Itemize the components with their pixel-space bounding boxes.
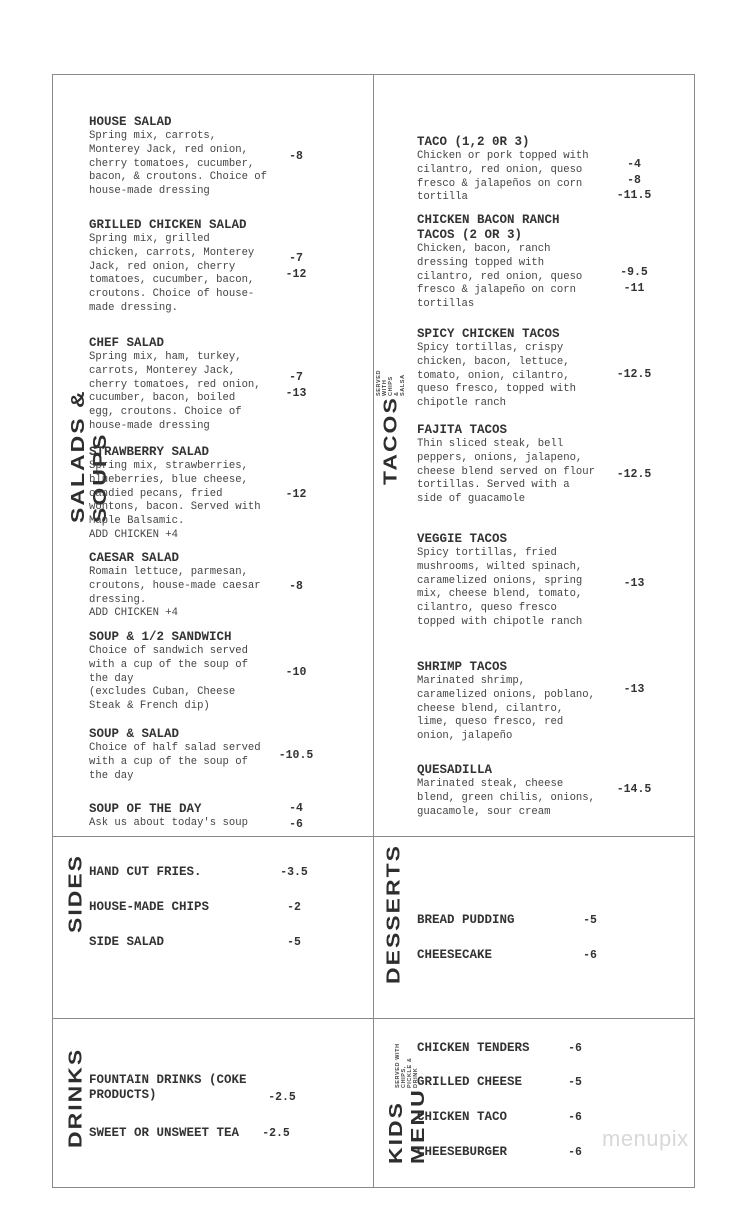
menu-item: [417, 1145, 507, 1160]
price: -3.5: [280, 866, 308, 879]
price: -12.5: [616, 368, 652, 381]
section-heading: TACOS: [379, 396, 402, 485]
price: -11.5: [616, 189, 652, 202]
price: -5: [583, 914, 597, 927]
menu-item: [89, 445, 261, 543]
item-prices: [274, 935, 314, 951]
menu-item: [89, 802, 248, 831]
item-name: CHEESECAKE: [417, 948, 493, 962]
item-prices: [276, 487, 316, 503]
price: -8: [289, 150, 303, 163]
item-prices: [614, 367, 654, 383]
menu-item: [89, 1073, 247, 1103]
item-description: Chicken or pork topped with cilantro, red onion, queso fresco & jalapeños on corn tortilla: [417, 150, 589, 204]
item-description: Spring mix, grilled chicken, carrots, Monterey Jack, red onion, cherry tomatoes, cucumber, bacon, croutons. Choice of house- made dressing.: [89, 233, 255, 314]
item-name: CHEF SALAD: [89, 336, 165, 350]
item-name: SIDE SALAD: [89, 935, 165, 949]
item-prices: [570, 913, 610, 929]
item-name: CHICKEN TACO: [417, 1110, 508, 1124]
item-name: SWEET OR UNSWEET TEA: [89, 1126, 240, 1140]
item-prices: [276, 801, 316, 832]
menu-item: [417, 327, 576, 411]
price: -7: [289, 371, 303, 384]
section-heading: DESSERTS: [382, 844, 404, 984]
item-name: QUESADILLA: [417, 763, 493, 777]
price: -10: [285, 666, 307, 679]
item-description: Spring mix, ham, turkey, carrots, Monterey Jack, cherry tomatoes, red onion, cucumber, bacon, boiled egg, croutons. Choice of house-made dressing: [89, 351, 261, 432]
menu-item: [89, 630, 248, 714]
price: -6: [568, 1111, 582, 1124]
price: -12: [285, 488, 307, 501]
price: -9.5: [620, 266, 648, 279]
section-title-sides: [62, 853, 89, 933]
menu-item: [417, 532, 582, 630]
section-heading: SIDES: [64, 853, 86, 933]
price: -13: [623, 577, 645, 590]
price: -12.5: [616, 468, 652, 481]
item-description: Choice of sandwich served with a cup of the soup of the day (excludes Cuban, Cheese Steak & French dip): [89, 645, 248, 713]
item-description: Thin sliced steak, bell peppers, onions, jalapeno, cheese blend served on flour tortillas. Served with a side of guacamole: [417, 438, 596, 506]
price: -2: [287, 901, 301, 914]
item-name: VEGGIE TACOS: [417, 532, 508, 546]
price: -7: [289, 252, 303, 265]
item-name: SOUP & SALAD: [89, 727, 180, 741]
item-prices: [614, 682, 654, 698]
item-prices: [274, 865, 314, 881]
item-name: HOUSE-MADE CHIPS: [89, 900, 210, 914]
section-title-drinks: [62, 1047, 89, 1148]
menu-item: [89, 336, 261, 434]
item-description: Ask us about today's soup: [89, 817, 248, 829]
price: -6: [289, 817, 303, 831]
menu-item: [89, 115, 267, 199]
item-prices: [274, 900, 314, 916]
item-name: CHICKEN TENDERS: [417, 1041, 530, 1055]
menu-item: [417, 948, 492, 963]
price: -2.5: [268, 1091, 296, 1104]
section-heading: KIDS MENU: [384, 1088, 429, 1164]
price: -4: [627, 158, 641, 171]
section-title-desserts: [380, 844, 407, 984]
item-name: GRILLED CHICKEN SALAD: [89, 218, 247, 232]
item-name: HAND CUT FRIES.: [89, 865, 202, 879]
item-name: BREAD PUDDING: [417, 913, 515, 927]
item-prices: [276, 370, 316, 401]
item-prices: [256, 1126, 296, 1142]
section-subtitle: SERVED WITH CHIPS, PICKLE & DRINK: [395, 1043, 419, 1089]
item-description: Marinated steak, cheese blend, green chilis, onions, guacamole, sour cream: [417, 778, 596, 818]
menu-item: [417, 913, 515, 928]
price: -6: [568, 1042, 582, 1055]
item-prices: [276, 251, 316, 282]
item-prices: [614, 157, 654, 204]
menu-item: [89, 551, 261, 621]
section-title-tacos: [376, 370, 406, 485]
item-name: SOUP OF THE DAY: [89, 802, 202, 816]
menu-item: [89, 865, 202, 880]
item-name: STRAWBERRY SALAD: [89, 445, 210, 459]
price: -13: [623, 683, 645, 696]
item-name: SPICY CHICKEN TACOS: [417, 327, 560, 341]
row-divider: [52, 836, 694, 837]
menu-item: [89, 218, 254, 316]
menu-item: [417, 1075, 522, 1090]
row-divider: [52, 1018, 694, 1019]
item-prices: [570, 948, 610, 964]
item-prices: [555, 1145, 595, 1161]
menu-item: [417, 423, 595, 507]
price: -13: [285, 386, 307, 400]
item-prices: [262, 1090, 302, 1106]
price: -11: [623, 281, 645, 295]
section-subtitle: SERVED WITH CHIPS & SALSA: [376, 370, 406, 397]
item-name: HOUSE SALAD: [89, 115, 172, 129]
menu-item: [417, 1110, 507, 1125]
menu-item: [417, 660, 595, 744]
item-prices: [614, 576, 654, 592]
price: -14.5: [616, 783, 652, 796]
item-prices: [276, 665, 316, 681]
item-description: Marinated shrimp, caramelized onions, poblano, cheese blend, cilantro, lime, queso fresco, red onion, jalapeño: [417, 675, 596, 743]
item-description: Chicken, bacon, ranch dressing topped with cilantro, red onion, queso fresco & jalapeño on corn tortillas: [417, 243, 583, 311]
item-description: Spring mix, carrots, Monterey Jack, red onion, cherry tomatoes, cucumber, bacon, & croutons. Choice of house-made dressing: [89, 130, 268, 198]
item-prices: [276, 579, 316, 595]
menu-item: [417, 213, 582, 312]
item-name: FAJITA TACOS: [417, 423, 508, 437]
menu-item: [89, 935, 164, 950]
menu-item: [89, 727, 261, 783]
item-name: CHICKEN BACON RANCH TACOS (2 OR 3): [417, 213, 560, 242]
item-prices: [555, 1041, 595, 1057]
price: -4: [289, 802, 303, 815]
item-name: CHEESEBURGER: [417, 1145, 508, 1159]
section-heading: DRINKS: [64, 1047, 86, 1148]
menu-item: [89, 900, 209, 915]
price: -6: [568, 1146, 582, 1159]
item-description: Romain lettuce, parmesan, croutons, house-made caesar dressing. ADD CHICKEN +4: [89, 566, 261, 620]
price: -5: [568, 1076, 582, 1089]
menupix-watermark: menupix: [602, 1126, 689, 1151]
item-prices: [555, 1110, 595, 1126]
item-description: Choice of half salad served with a cup of the soup of the day: [89, 742, 261, 782]
menu-item: [417, 1041, 530, 1056]
item-description: Spicy tortillas, crispy chicken, bacon, lettuce, tomato, onion, cilantro, queso fresco, topped with chipotle ranch: [417, 342, 576, 410]
column-divider: [373, 74, 374, 1187]
menu-item: [89, 1126, 239, 1141]
section-heading: SALADS & SOUPS: [66, 389, 111, 523]
item-name: TACO (1,2 0R 3): [417, 135, 530, 149]
item-name: SOUP & 1/2 SANDWICH: [89, 630, 232, 644]
item-prices: [555, 1075, 595, 1091]
item-prices: [614, 265, 654, 296]
item-name: CAESAR SALAD: [89, 551, 180, 565]
menu-item: [417, 135, 589, 205]
price: -12: [285, 267, 307, 281]
item-name: FOUNTAIN DRINKS (COKE PRODUCTS): [89, 1073, 247, 1102]
item-prices: [614, 782, 654, 798]
item-description: Spring mix, strawberries, blueberries, blue cheese, candied pecans, fried wontons, bacon. Served with Maple Balsamic. ADD CHICKEN +4: [89, 460, 261, 541]
item-prices: [276, 149, 316, 165]
item-prices: [276, 748, 316, 764]
price: -8: [627, 173, 641, 187]
price: -6: [583, 949, 597, 962]
menu-item: [417, 763, 595, 819]
price: -5: [287, 936, 301, 949]
price: -10.5: [278, 749, 314, 762]
item-description: Spicy tortillas, fried mushrooms, wilted spinach, caramelized onions, spring mix, cheese blend, tomato, cilantro, queso fresco topped with chipotle ranch: [417, 547, 583, 628]
price: -8: [289, 580, 303, 593]
item-prices: [614, 467, 654, 483]
item-name: SHRIMP TACOS: [417, 660, 508, 674]
item-name: GRILLED CHEESE: [417, 1075, 523, 1089]
price: -2.5: [262, 1127, 290, 1140]
